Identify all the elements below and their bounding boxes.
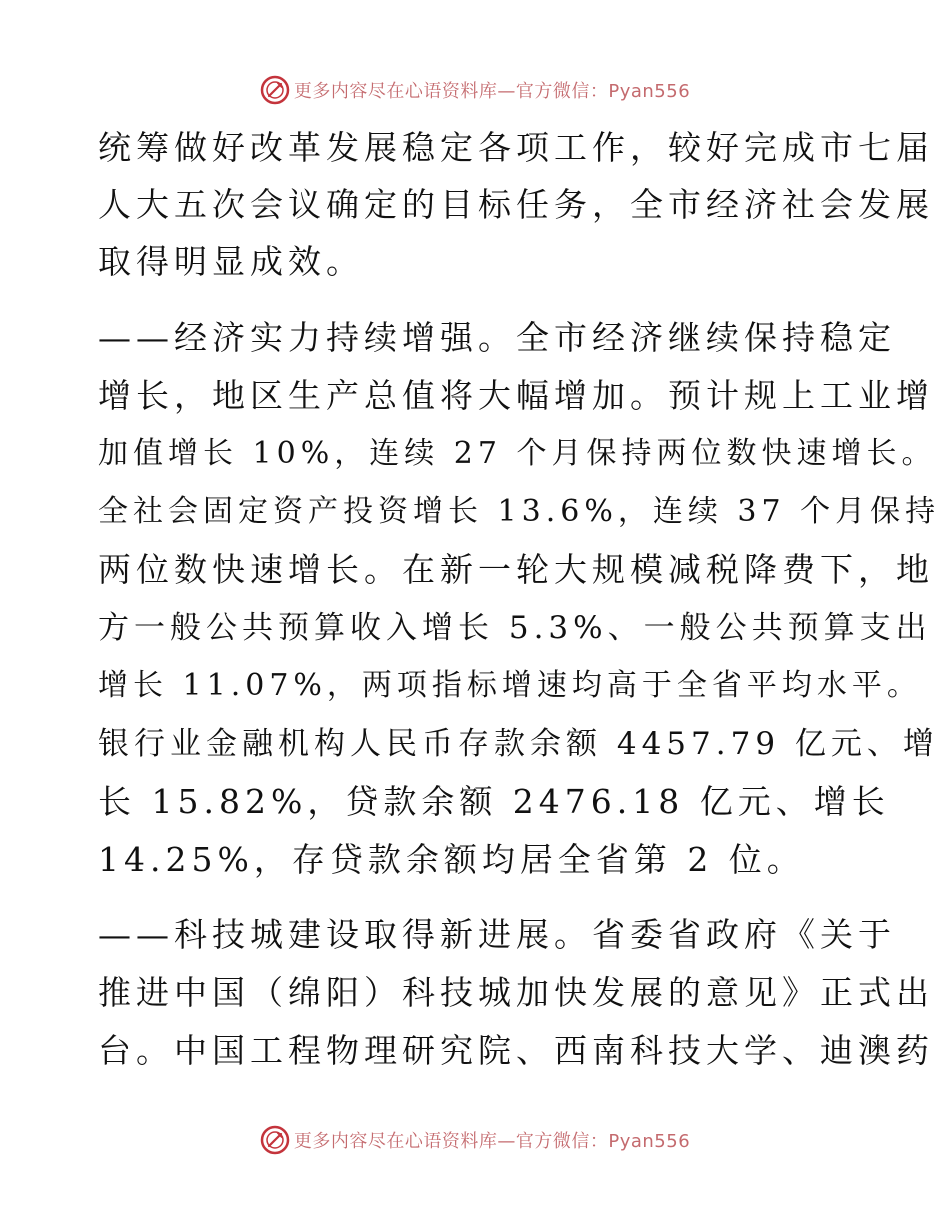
text-line: 方一般公共预算收入增长 5.3%、一般公共预算支出 [98,610,932,646]
text-line: ——科技城建设取得新进展。省委省政府《关于 [98,915,896,954]
watermark-banner-bottom [0,1120,950,1160]
text-line: 增长，地区生产总值将大幅增加。预计规上工业增 [98,376,934,415]
text-line: 全社会固定资产投资增长 13.6%，连续 37 个月保持 [98,494,941,529]
watermark-text: 更多内容尽在心语资料库—官方微信：Pyan556 [293,81,691,102]
text-line: 银行业金融机构人民币存款余额 4457.79 亿元、增 [98,726,939,762]
text-line: 两位数快速增长。在新一轮大规模减税降费下，地 [98,550,934,589]
text-line: 增长 11.07%，两项指标增速均高于全省平均水平。 [98,668,922,703]
stamp-logo-icon [260,1125,290,1155]
text-line: 人大五次会议确定的目标任务，全市经济社会发展 [98,185,934,224]
text-line: 台。中国工程物理研究院、西南科技大学、迪澳药 [98,1031,934,1070]
text-line: 14.25%，存贷款余额均居全省第 2 位。 [98,840,805,879]
text-line: 统筹做好改革发展稳定各项工作，较好完成市七届 [98,128,934,167]
watermark-banner-top [0,70,950,110]
text-line: 推进中国（绵阳）科技城加快发展的意见》正式出 [98,973,934,1012]
text-line: 长 15.82%，贷款余额 2476.18 亿元、增长 [98,782,890,821]
text-line: 取得明显成效。 [98,242,364,281]
watermark-text: 更多内容尽在心语资料库—官方微信：Pyan556 [293,1131,691,1152]
text-line: ——经济实力持续增强。全市经济继续保持稳定 [98,318,896,357]
text-line: 加值增长 10%，连续 27 个月保持两位数快速增长。 [98,436,937,471]
stamp-logo-icon [260,75,290,105]
